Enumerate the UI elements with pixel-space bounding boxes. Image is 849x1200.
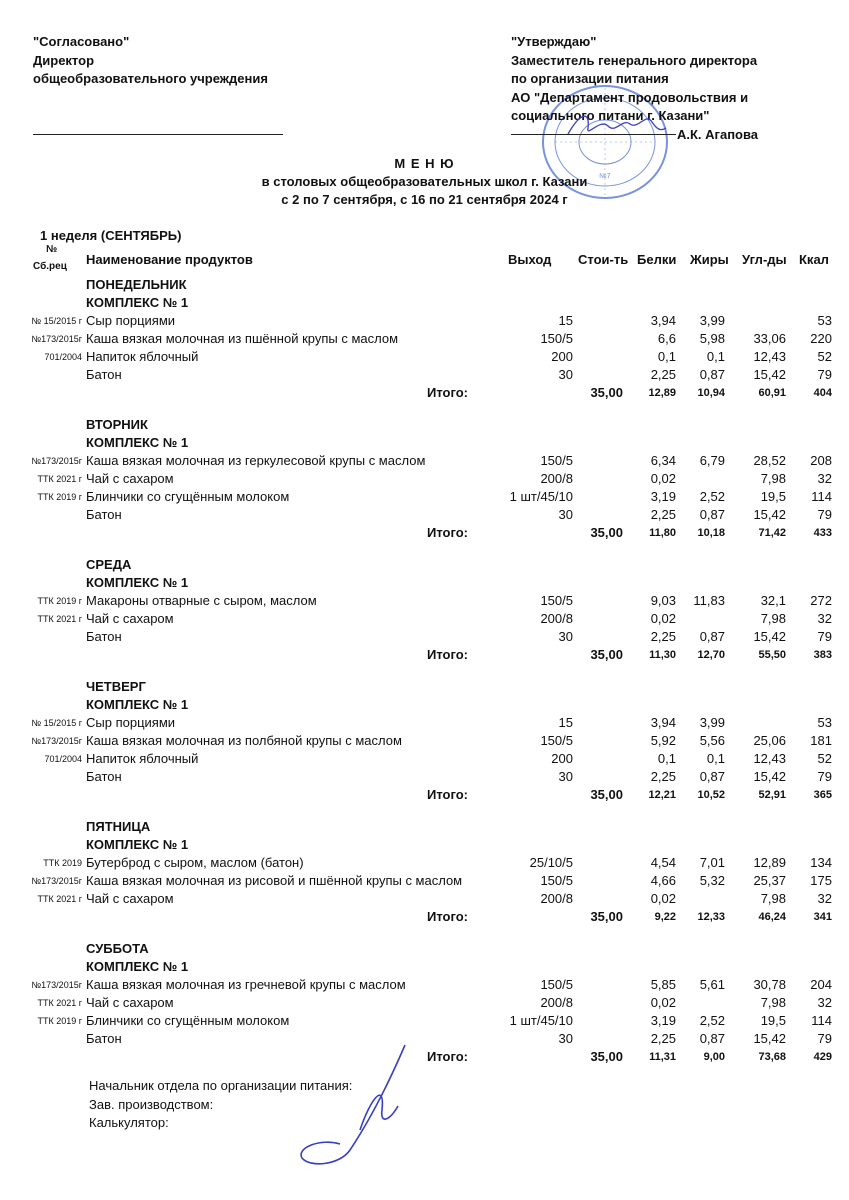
total-row — [0, 786, 849, 804]
total-protein: 11,31 — [649, 1051, 676, 1063]
total-cost: 35,00 — [590, 647, 623, 662]
protein-value: 2,25 — [650, 507, 676, 522]
table-row — [0, 1012, 849, 1030]
complex-row — [0, 836, 849, 854]
table-row — [0, 506, 849, 524]
fat-value: 5,98 — [699, 331, 725, 346]
protein-value: 0,1 — [657, 751, 676, 766]
kcal-value: 175 — [810, 873, 832, 888]
portion-out: 15 — [558, 715, 573, 730]
recipe-code: №173/2015г — [31, 456, 82, 466]
carbs-value: 19,5 — [760, 489, 786, 504]
recipe-code: ТТК 2019 — [43, 858, 82, 868]
recipe-code: ТТК 2021 г — [37, 614, 82, 624]
agreed-line2: общеобразовательного учреждения — [33, 71, 268, 86]
day-title-row — [0, 556, 849, 574]
dish-name: Сыр порциями — [86, 715, 176, 730]
portion-out: 30 — [558, 507, 573, 522]
footer-line3: Калькулятор: — [89, 1115, 169, 1130]
total-protein: 12,89 — [648, 387, 676, 399]
total-kcal: 433 — [813, 527, 832, 539]
dish-name: Каша вязкая молочная из геркулесовой крупы с маслом — [86, 453, 426, 468]
dish-name: Сыр порциями — [86, 313, 176, 328]
total-kcal: 341 — [813, 911, 832, 923]
day-block — [0, 678, 849, 804]
kcal-value: 79 — [817, 1031, 832, 1046]
carbs-value: 15,42 — [753, 507, 786, 522]
approve-line3: АО "Департамент продовольствия и — [511, 89, 749, 105]
recipe-code: №173/2015г — [31, 876, 82, 886]
total-cost: 35,00 — [590, 385, 623, 400]
signature-line-left — [33, 134, 283, 135]
dish-name: Батон — [86, 629, 122, 644]
recipe-code: №173/2015г — [31, 736, 82, 746]
total-carbs: 60,91 — [758, 387, 786, 399]
recipe-code: ТТК 2021 г — [37, 894, 82, 904]
total-label: Итого: — [427, 909, 468, 924]
dish-name: Батон — [86, 769, 122, 784]
table-row — [0, 714, 849, 732]
total-row — [0, 1048, 849, 1066]
table-row — [0, 488, 849, 506]
recipe-code: №173/2015г — [31, 980, 82, 990]
table-row — [0, 768, 849, 786]
protein-value: 2,25 — [650, 1031, 676, 1046]
total-protein: 12,21 — [648, 789, 676, 801]
portion-out: 150/5 — [540, 331, 573, 346]
dish-name: Чай с сахаром — [86, 995, 174, 1010]
fat-value: 0,87 — [699, 1031, 725, 1046]
dish-name: Бутерброд с сыром, маслом (батон) — [86, 855, 304, 870]
portion-out: 150/5 — [540, 977, 573, 992]
agreed-line1: Директор — [33, 52, 95, 68]
protein-value: 0,1 — [657, 349, 676, 364]
fat-value: 0,87 — [699, 367, 725, 382]
dish-name: Чай с сахаром — [86, 471, 174, 486]
column-headers — [0, 244, 849, 276]
week-label: 1 неделя (СЕНТЯБРЬ) — [40, 228, 182, 243]
total-fat: 10,18 — [697, 527, 725, 539]
recipe-code: № 15/2015 г — [31, 718, 82, 728]
recipe-code: 701/2004 — [44, 754, 82, 764]
kcal-value: 208 — [810, 453, 832, 468]
complex-name: КОМПЛЕКС № 1 — [86, 697, 189, 712]
col-recipe: Сб.рец — [33, 261, 67, 272]
portion-out: 200 — [551, 751, 573, 766]
day-block — [0, 818, 849, 926]
dish-name: Каша вязкая молочная из пшённой крупы с маслом — [86, 331, 399, 346]
day-name: СРЕДА — [86, 557, 132, 572]
complex-row — [0, 958, 849, 976]
fat-value: 3,99 — [699, 313, 725, 328]
protein-value: 0,02 — [650, 471, 676, 486]
complex-name: КОМПЛЕКС № 1 — [86, 295, 189, 310]
approve-signer: А.К. Агапова — [677, 126, 759, 142]
total-cost: 35,00 — [590, 1049, 623, 1064]
total-protein: 9,22 — [654, 911, 676, 923]
table-row — [0, 312, 849, 330]
agreed-title: "Согласовано" — [33, 34, 130, 49]
total-row — [0, 524, 849, 542]
fat-value: 6,79 — [699, 453, 725, 468]
total-cost: 35,00 — [590, 787, 623, 802]
kcal-value: 53 — [817, 715, 832, 730]
total-fat: 12,33 — [697, 911, 725, 923]
total-carbs: 73,68 — [758, 1051, 786, 1063]
day-title-row — [0, 818, 849, 836]
table-row — [0, 1030, 849, 1048]
total-fat: 12,70 — [697, 649, 725, 661]
fat-value: 5,56 — [699, 733, 725, 748]
carbs-value: 12,43 — [753, 751, 786, 766]
kcal-value: 79 — [817, 367, 832, 382]
carbs-value: 19,5 — [760, 1013, 786, 1028]
fat-value: 5,61 — [699, 977, 725, 992]
fat-value: 2,52 — [699, 489, 725, 504]
recipe-code: 701/2004 — [44, 352, 82, 362]
day-title-row — [0, 678, 849, 696]
col-kcal: Ккал — [799, 252, 829, 267]
portion-out: 25/10/5 — [529, 855, 573, 870]
kcal-value: 53 — [817, 313, 832, 328]
kcal-value: 79 — [817, 507, 832, 522]
day-title-row — [0, 940, 849, 958]
kcal-value: 32 — [817, 995, 832, 1010]
protein-value: 6,34 — [650, 453, 676, 468]
protein-value: 0,02 — [650, 611, 676, 626]
kcal-value: 181 — [810, 733, 832, 748]
total-fat: 10,52 — [697, 789, 725, 801]
kcal-value: 52 — [817, 349, 832, 364]
dish-name: Батон — [86, 1031, 122, 1046]
approval-left — [33, 33, 268, 89]
table-row — [0, 732, 849, 750]
protein-value: 3,94 — [650, 715, 676, 730]
col-cost: Стои-ть — [578, 252, 629, 267]
portion-out: 200/8 — [540, 471, 573, 486]
carbs-value: 12,89 — [753, 855, 786, 870]
fat-value: 0,87 — [699, 629, 725, 644]
total-fat: 10,94 — [697, 387, 725, 399]
kcal-value: 220 — [810, 331, 832, 346]
portion-out: 150/5 — [540, 593, 573, 608]
col-fat: Жиры — [690, 252, 729, 267]
total-kcal: 429 — [813, 1051, 832, 1063]
kcal-value: 52 — [817, 751, 832, 766]
day-block — [0, 940, 849, 1066]
carbs-value: 28,52 — [753, 453, 786, 468]
portion-out: 30 — [558, 769, 573, 784]
kcal-value: 32 — [817, 891, 832, 906]
protein-value: 0,02 — [650, 995, 676, 1010]
total-kcal: 365 — [813, 789, 832, 801]
col-name: Наименование продуктов — [86, 252, 253, 267]
fat-value: 5,32 — [699, 873, 725, 888]
carbs-value: 15,42 — [753, 769, 786, 784]
carbs-value: 15,42 — [753, 629, 786, 644]
recipe-code: ТТК 2021 г — [37, 474, 82, 484]
table-row — [0, 452, 849, 470]
carbs-value: 30,78 — [753, 977, 786, 992]
table-row — [0, 628, 849, 646]
protein-value: 9,03 — [650, 593, 676, 608]
day-title-row — [0, 276, 849, 294]
carbs-value: 15,42 — [753, 1031, 786, 1046]
protein-value: 5,92 — [650, 733, 676, 748]
total-carbs: 71,42 — [758, 527, 786, 539]
carbs-value: 25,06 — [753, 733, 786, 748]
fat-value: 0,87 — [699, 507, 725, 522]
day-name: ПЯТНИЦА — [86, 819, 151, 834]
protein-value: 4,54 — [650, 855, 676, 870]
approve-line4: социального питани г. Казани" — [511, 108, 710, 123]
portion-out: 15 — [558, 313, 573, 328]
table-row — [0, 976, 849, 994]
portion-out: 1 шт/45/10 — [509, 1013, 573, 1028]
recipe-code: ТТК 2019 г — [37, 596, 82, 606]
footer-line2: Зав. производством: — [89, 1096, 214, 1112]
dish-name: Макароны отварные с сыром, маслом — [86, 593, 317, 608]
kcal-value: 114 — [811, 1013, 832, 1028]
kcal-value: 204 — [810, 977, 832, 992]
protein-value: 4,66 — [650, 873, 676, 888]
kcal-value: 32 — [817, 471, 832, 486]
day-title-row — [0, 416, 849, 434]
complex-name: КОМПЛЕКС № 1 — [86, 575, 189, 590]
menu-table — [0, 276, 849, 1080]
signature-top-icon — [560, 108, 670, 143]
portion-out: 200/8 — [540, 611, 573, 626]
complex-name: КОМПЛЕКС № 1 — [86, 435, 189, 450]
portion-out: 150/5 — [540, 733, 573, 748]
portion-out: 30 — [558, 629, 573, 644]
total-carbs: 52,91 — [758, 789, 786, 801]
table-row — [0, 592, 849, 610]
protein-value: 3,94 — [650, 313, 676, 328]
protein-value: 2,25 — [650, 367, 676, 382]
total-kcal: 404 — [813, 387, 832, 399]
fat-value: 3,99 — [699, 715, 725, 730]
recipe-code: № 15/2015 г — [31, 316, 82, 326]
kcal-value: 32 — [817, 611, 832, 626]
dish-name: Каша вязкая молочная из рисовой и пшённой крупы с маслом — [86, 873, 463, 888]
recipe-code: ТТК 2019 г — [37, 492, 82, 502]
fat-value: 7,01 — [699, 855, 725, 870]
complex-row — [0, 434, 849, 452]
complex-name: КОМПЛЕКС № 1 — [86, 837, 189, 852]
total-protein: 11,80 — [649, 527, 676, 539]
table-row — [0, 890, 849, 908]
portion-out: 150/5 — [540, 873, 573, 888]
portion-out: 30 — [558, 367, 573, 382]
approve-line1: Заместитель генерального директора — [511, 52, 758, 68]
protein-value: 2,25 — [650, 629, 676, 644]
complex-row — [0, 574, 849, 592]
day-block — [0, 556, 849, 664]
recipe-code: ТТК 2019 г — [37, 1016, 82, 1026]
kcal-value: 79 — [817, 629, 832, 644]
col-carbs: Угл-ды — [742, 252, 787, 267]
table-row — [0, 366, 849, 384]
portion-out: 30 — [558, 1031, 573, 1046]
fat-value: 0,1 — [706, 751, 725, 766]
dish-name: Блинчики со сгущённым молоком — [86, 1013, 290, 1028]
protein-value: 2,25 — [650, 769, 676, 784]
portion-out: 150/5 — [540, 453, 573, 468]
table-row — [0, 872, 849, 890]
day-block — [0, 276, 849, 402]
menu-dates: с 2 по 7 сентября, с 16 по 21 сентября 2024 г — [281, 192, 568, 207]
day-name: ПОНЕДЕЛЬНИК — [86, 277, 187, 292]
kcal-value: 79 — [817, 769, 832, 784]
total-protein: 11,30 — [649, 649, 676, 661]
carbs-value: 25,37 — [753, 873, 786, 888]
fat-value: 2,52 — [699, 1013, 725, 1028]
dish-name: Чай с сахаром — [86, 891, 174, 906]
total-row — [0, 384, 849, 402]
fat-value: 0,1 — [706, 349, 725, 364]
portion-out: 200 — [551, 349, 573, 364]
col-protein: Белки — [637, 252, 677, 267]
table-row — [0, 610, 849, 628]
total-label: Итого: — [427, 385, 468, 400]
protein-value: 6,6 — [657, 331, 676, 346]
recipe-code: ТТК 2021 г — [37, 998, 82, 1008]
total-carbs: 46,24 — [758, 911, 786, 923]
day-block — [0, 416, 849, 542]
total-fat: 9,00 — [703, 1051, 725, 1063]
complex-name: КОМПЛЕКС № 1 — [86, 959, 189, 974]
protein-value: 0,02 — [650, 891, 676, 906]
day-name: ЧЕТВЕРГ — [86, 679, 146, 694]
portion-out: 1 шт/45/10 — [509, 489, 573, 504]
menu-title: М Е Н Ю — [394, 156, 455, 171]
total-label: Итого: — [427, 647, 468, 662]
approve-title: "Утверждаю" — [511, 34, 597, 49]
total-row — [0, 908, 849, 926]
total-label: Итого: — [427, 525, 468, 540]
carbs-value: 15,42 — [753, 367, 786, 382]
dish-name: Каша вязкая молочная из полбяной крупы с маслом — [86, 733, 402, 748]
day-name: ВТОРНИК — [86, 417, 148, 432]
signature-bottom-icon — [290, 1040, 420, 1170]
dish-name: Батон — [86, 507, 122, 522]
fat-value: 11,83 — [693, 593, 725, 608]
carbs-value: 7,98 — [760, 611, 786, 626]
total-row — [0, 646, 849, 664]
day-name: СУББОТА — [86, 941, 149, 956]
carbs-value: 7,98 — [760, 471, 786, 486]
recipe-code: №173/2015г — [31, 334, 82, 344]
total-cost: 35,00 — [590, 909, 623, 924]
col-out: Выход — [508, 252, 552, 267]
complex-row — [0, 696, 849, 714]
total-kcal: 383 — [813, 649, 832, 661]
table-row — [0, 750, 849, 768]
protein-value: 3,19 — [650, 1013, 676, 1028]
kcal-value: 272 — [810, 593, 832, 608]
menu-subtitle: в столовых общеобразовательных школ г. Казани — [261, 174, 588, 189]
col-num: № — [46, 244, 58, 255]
dish-name: Чай с сахаром — [86, 611, 174, 626]
table-row — [0, 854, 849, 872]
footer-line1: Начальник отдела по организации питания: — [89, 1078, 353, 1093]
carbs-value: 33,06 — [753, 331, 786, 346]
approve-line2: по организации питания — [511, 71, 669, 86]
fat-value: 0,87 — [699, 769, 725, 784]
protein-value: 3,19 — [650, 489, 676, 504]
complex-row — [0, 294, 849, 312]
dish-name: Напиток яблочный — [86, 751, 199, 766]
total-carbs: 55,50 — [758, 649, 786, 661]
dish-name: Батон — [86, 367, 122, 382]
carbs-value: 32,1 — [760, 593, 786, 608]
dish-name: Напиток яблочный — [86, 349, 199, 364]
portion-out: 200/8 — [540, 891, 573, 906]
dish-name: Каша вязкая молочная из гречневой крупы с маслом — [86, 977, 406, 992]
total-cost: 35,00 — [590, 525, 623, 540]
svg-text:№7: №7 — [599, 173, 611, 180]
carbs-value: 7,98 — [760, 995, 786, 1010]
table-row — [0, 470, 849, 488]
kcal-value: 134 — [810, 855, 832, 870]
carbs-value: 7,98 — [760, 891, 786, 906]
table-row — [0, 348, 849, 366]
total-label: Итого: — [427, 787, 468, 802]
dish-name: Блинчики со сгущённым молоком — [86, 489, 290, 504]
carbs-value: 12,43 — [753, 349, 786, 364]
total-label: Итого: — [427, 1049, 468, 1064]
table-row — [0, 994, 849, 1012]
portion-out: 200/8 — [540, 995, 573, 1010]
table-row — [0, 330, 849, 348]
protein-value: 5,85 — [650, 977, 676, 992]
kcal-value: 114 — [811, 489, 832, 504]
